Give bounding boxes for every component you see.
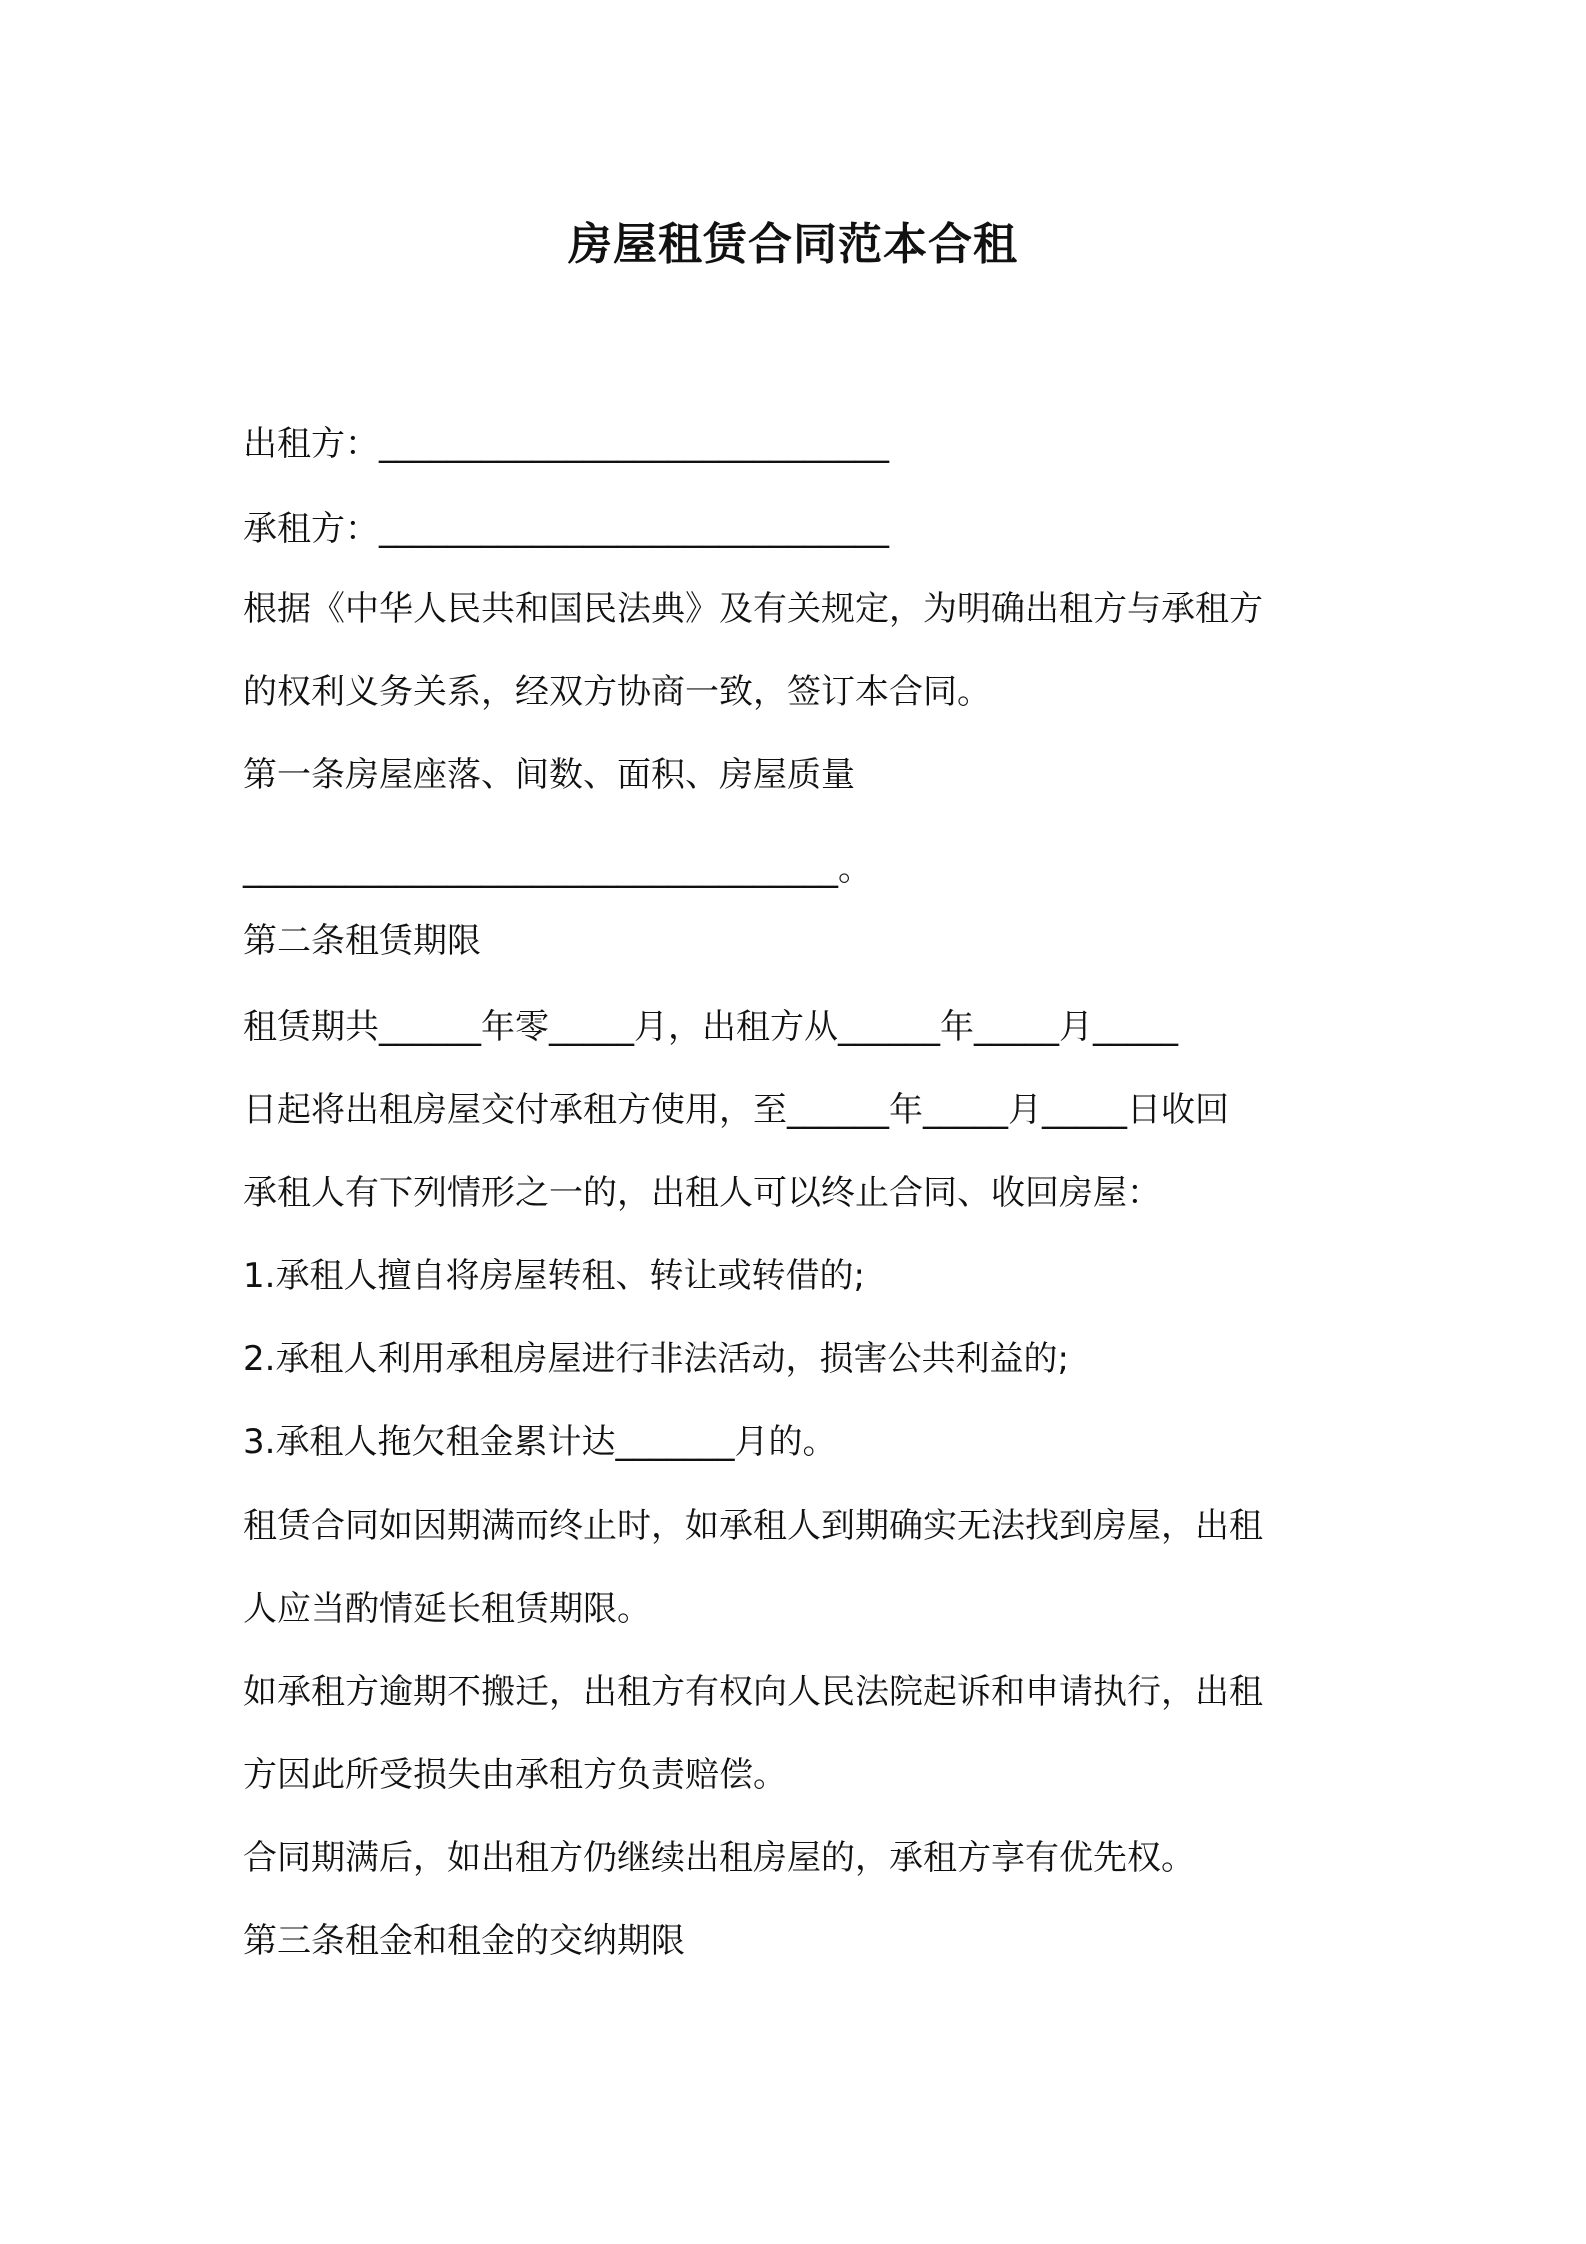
termination-intro: 承租人有下列情形之一的，出租人可以终止合同、收回房屋： — [243, 1173, 1161, 1213]
overstay-clause-line-1: 如承租方逾期不搬迁，出租方有权向人民法院起诉和申请执行，出租 — [243, 1672, 1263, 1712]
termination-item-2: 2.承租人利用承租房屋进行非法活动，损害公共利益的; — [243, 1339, 1069, 1379]
preamble-line-1: 根据《中华人民共和国民法典》及有关规定，为明确出租方与承租方 — [243, 589, 1263, 629]
article-3-heading: 第三条租金和租金的交纳期限 — [243, 1921, 685, 1961]
lessor-line: 出租方：______________________________ — [243, 424, 889, 464]
lease-term-line-2: 日起将出租房屋交付承租方使用，至______年_____月_____日收回 — [243, 1090, 1229, 1130]
article-1-blank: ___________________________________。 — [243, 849, 872, 889]
priority-clause: 合同期满后，如出租方仍继续出租房屋的，承租方享有优先权。 — [243, 1838, 1195, 1878]
article-1-heading: 第一条房屋座落、间数、面积、房屋质量 — [243, 755, 855, 795]
article-2-heading: 第二条租赁期限 — [243, 921, 481, 961]
overstay-clause-line-2: 方因此所受损失由承租方负责赔偿。 — [243, 1755, 787, 1795]
expiry-clause-line-1: 租赁合同如因期满而终止时，如承租人到期确实无法找到房屋，出租 — [243, 1506, 1263, 1546]
preamble-line-2: 的权利义务关系，经双方协商一致，签订本合同。 — [243, 672, 991, 712]
document-title: 房屋租赁合同范本合租 — [568, 219, 1018, 270]
termination-item-3: 3.承租人拖欠租金累计达_______月的。 — [243, 1422, 837, 1462]
lessee-line: 承租方：______________________________ — [243, 509, 889, 549]
lease-term-line-1: 租赁期共______年零_____月，出租方从______年_____月_____ — [243, 1007, 1178, 1047]
expiry-clause-line-2: 人应当酌情延长租赁期限。 — [243, 1589, 651, 1629]
termination-item-1: 1.承租人擅自将房屋转租、转让或转借的; — [243, 1256, 865, 1296]
